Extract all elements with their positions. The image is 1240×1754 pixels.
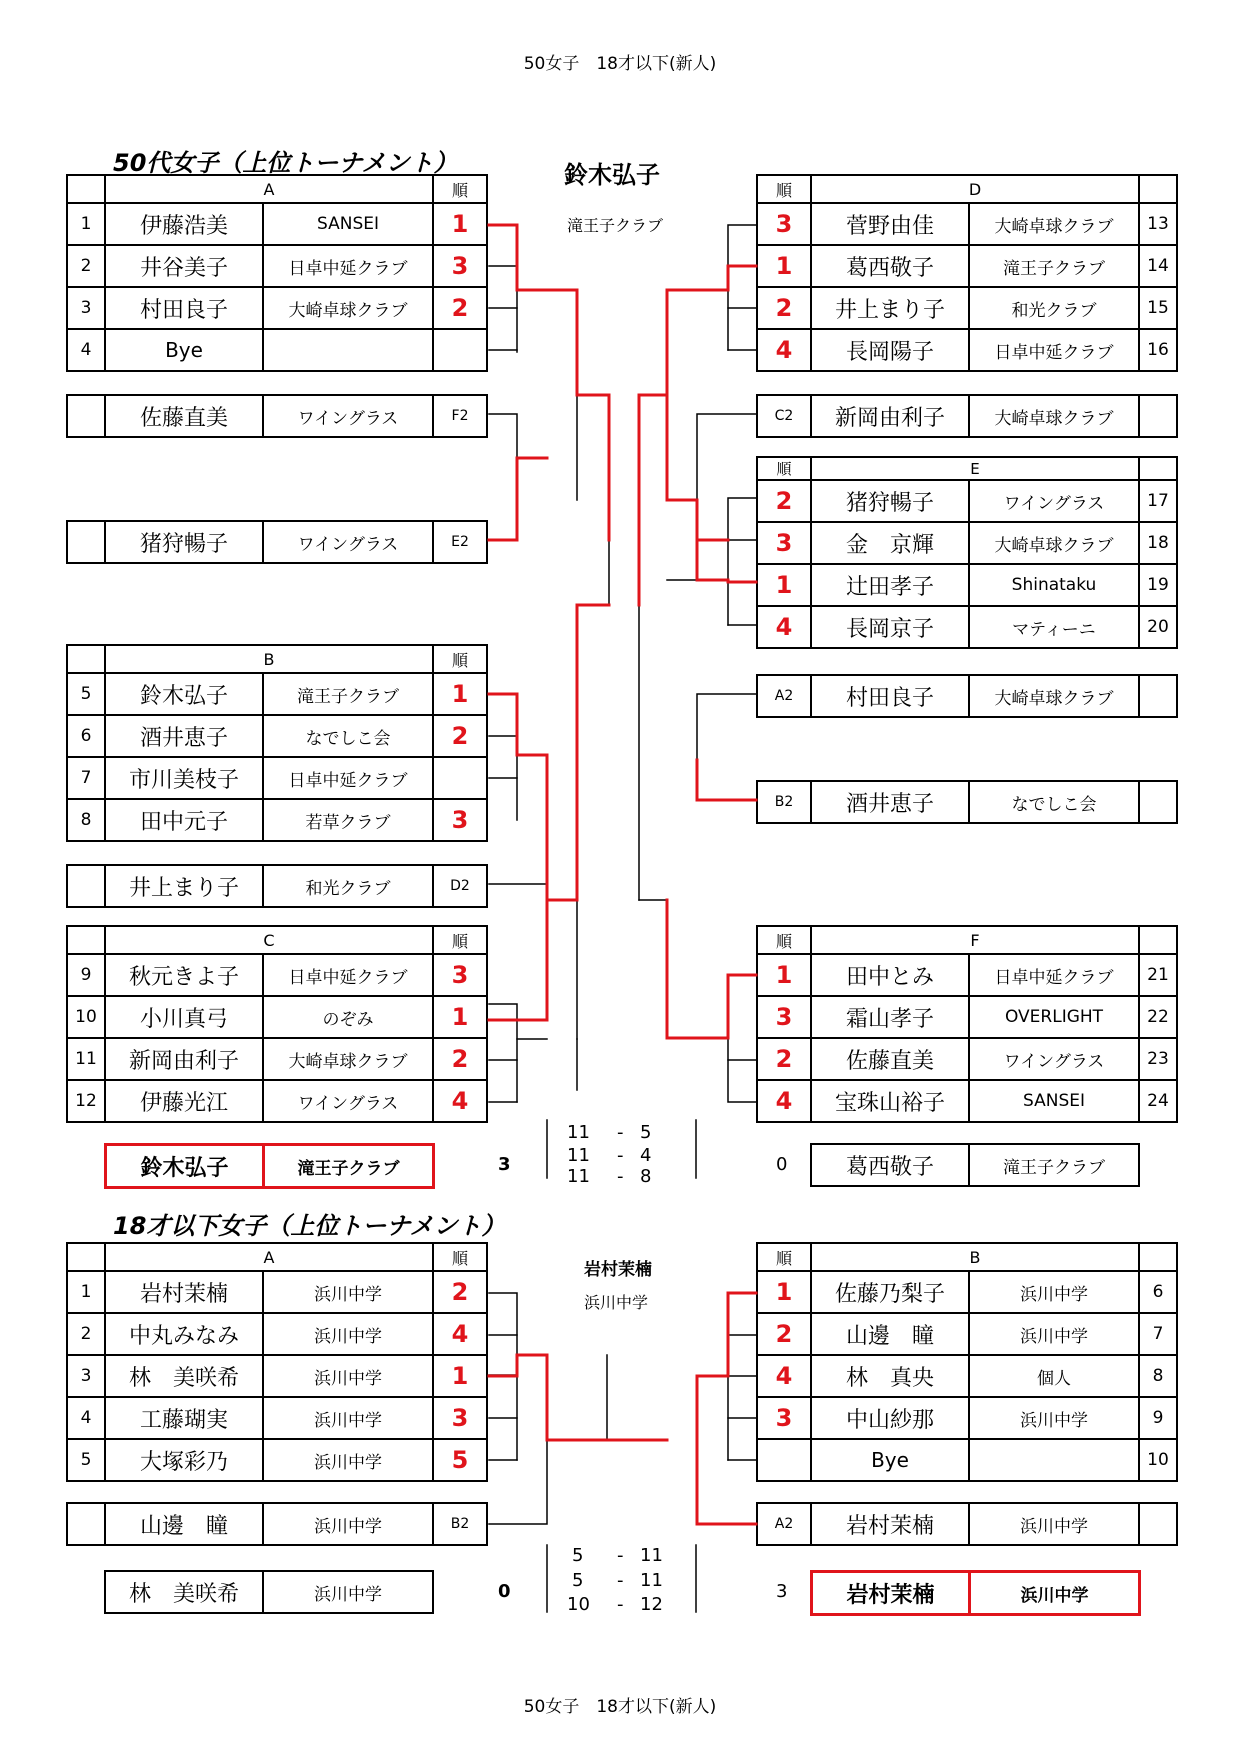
bracket-lines-red-right (639, 266, 756, 1038)
club-name: SANSEI (969, 1080, 1139, 1122)
player-name: 工藤瑚実 (105, 1397, 263, 1439)
t18-final-score-right: 3 (776, 1581, 788, 1602)
club-name: なでしこ会 (969, 781, 1139, 823)
t50-champion-name: 鈴木弘子 (564, 161, 660, 189)
entry-number: 11 (67, 1038, 105, 1080)
club-name: 大崎卓球クラブ (969, 203, 1139, 245)
rank-header: 順 (433, 645, 487, 673)
game-score-sep: - (617, 1145, 624, 1166)
player-name: 山邊 瞳 (811, 1313, 969, 1355)
club-name: 和光クラブ (969, 287, 1139, 329)
player-name: 林 美咲希 (105, 1571, 263, 1613)
player-name: 菅野由佳 (811, 203, 969, 245)
club-name: 浜川中学 (969, 1397, 1139, 1439)
entry-number: 14 (1139, 245, 1177, 287)
group-label: F (811, 926, 1139, 954)
t18-bracket-lines-black-left (489, 1293, 547, 1524)
entry-number: 22 (1139, 996, 1177, 1038)
entry-number: 20 (1139, 606, 1177, 648)
entry-number: 4 (67, 329, 105, 371)
club-name: なでしこ会 (263, 715, 433, 757)
club-name: ワイングラス (263, 521, 433, 563)
rank-value: 2 (433, 715, 487, 757)
club-name: 日卓中延クラブ (263, 954, 433, 996)
player-name: 鈴木弘子 (105, 673, 263, 715)
player-name: 伊藤浩美 (105, 203, 263, 245)
seed-label: B2 (757, 781, 811, 823)
game-score-a: 11 (567, 1166, 590, 1187)
player-name: 岩村茉楠 (105, 1271, 263, 1313)
game-score-b: 11 (640, 1570, 663, 1591)
player-name: 猪狩暢子 (811, 480, 969, 522)
entry-number: 10 (67, 996, 105, 1038)
rank-value: 3 (433, 799, 487, 841)
club-name: 浜川中学 (970, 1572, 1140, 1615)
entry-number: 1 (67, 203, 105, 245)
bracket-lines-black-right (639, 225, 756, 1102)
score-separators (547, 1120, 696, 1612)
entry-number: 15 (1139, 287, 1177, 329)
club-name: 浜川中学 (969, 1503, 1139, 1545)
seed-label: B2 (433, 1503, 487, 1545)
group-label: D (811, 175, 1139, 203)
player-name: 宝珠山裕子 (811, 1080, 969, 1122)
seed-label: F2 (433, 395, 487, 437)
club-name: 滝王子クラブ (969, 245, 1139, 287)
entry-number: 7 (67, 757, 105, 799)
player-name: 新岡由利子 (811, 395, 969, 437)
player-name: 岩村茉楠 (812, 1572, 970, 1615)
club-name: 滝王子クラブ (969, 1144, 1139, 1186)
player-name: 山邊 瞳 (105, 1503, 263, 1545)
rank-value: 2 (433, 1038, 487, 1080)
club-name: 大崎卓球クラブ (263, 287, 433, 329)
game-score-a: 10 (567, 1594, 590, 1615)
player-name: 大塚彩乃 (105, 1439, 263, 1481)
game-score-sep: - (617, 1545, 624, 1566)
game-score-b: 4 (640, 1145, 652, 1166)
club-name: 大崎卓球クラブ (263, 1038, 433, 1080)
player-name: 林 真央 (811, 1355, 969, 1397)
player-name: 酒井恵子 (105, 715, 263, 757)
game-score-b: 8 (640, 1166, 652, 1187)
club-name: 日卓中延クラブ (263, 245, 433, 287)
rank-value: 4 (757, 1355, 811, 1397)
entry-number: 9 (1139, 1397, 1177, 1439)
entry-number: 16 (1139, 329, 1177, 371)
player-name: 長岡京子 (811, 606, 969, 648)
player-name: 金 京輝 (811, 522, 969, 564)
rank-value: 3 (757, 522, 811, 564)
rank-value: 2 (433, 287, 487, 329)
club-name: 大崎卓球クラブ (969, 675, 1139, 717)
t50-final-score-left: 3 (498, 1154, 511, 1175)
rank-value: 1 (433, 203, 487, 245)
rank-value: 2 (757, 287, 811, 329)
rank-value: 3 (757, 1397, 811, 1439)
club-name: ワイングラス (263, 1080, 433, 1122)
club-name: Shinataku (969, 564, 1139, 606)
entry-number: 6 (1139, 1271, 1177, 1313)
seed-label: D2 (433, 865, 487, 907)
player-name: 酒井恵子 (811, 781, 969, 823)
player-name: 辻田孝子 (811, 564, 969, 606)
player-name: 田中とみ (811, 954, 969, 996)
game-score-b: 11 (640, 1545, 663, 1566)
player-name: 岩村茉楠 (811, 1503, 969, 1545)
entry-number: 21 (1139, 954, 1177, 996)
player-name: 葛西敬子 (811, 1144, 969, 1186)
t18-bracket-lines-red-right (607, 1293, 756, 1524)
bracket-lines-red-left (489, 225, 609, 1020)
rank-value: 3 (433, 954, 487, 996)
rank-header: 順 (433, 1243, 487, 1271)
club-name: 日卓中延クラブ (969, 954, 1139, 996)
club-name: 浜川中学 (263, 1571, 433, 1613)
player-name: 村田良子 (105, 287, 263, 329)
entry-number: 6 (67, 715, 105, 757)
t18-bracket-lines-red-left (489, 1355, 607, 1440)
player-name: 新岡由利子 (105, 1038, 263, 1080)
rank-value: 3 (757, 996, 811, 1038)
club-name: 個人 (969, 1355, 1139, 1397)
group-label: E (811, 457, 1139, 480)
club-name: 浜川中学 (263, 1397, 433, 1439)
club-name: 日卓中延クラブ (969, 329, 1139, 371)
rank-value: 2 (757, 1313, 811, 1355)
seed-label: A2 (757, 1503, 811, 1545)
rank-value: 1 (433, 1355, 487, 1397)
rank-header: 順 (757, 1243, 811, 1271)
entry-number: 5 (67, 1439, 105, 1481)
entry-number: 9 (67, 954, 105, 996)
club-name: 浜川中学 (263, 1503, 433, 1545)
player-name: 長岡陽子 (811, 329, 969, 371)
rank-header: 順 (757, 926, 811, 954)
club-name: ワイングラス (969, 1038, 1139, 1080)
player-name: 葛西敬子 (811, 245, 969, 287)
player-name: 中丸みなみ (105, 1313, 263, 1355)
player-name: 井上まり子 (811, 287, 969, 329)
group-label: B (105, 645, 433, 673)
player-name: 秋元きよ子 (105, 954, 263, 996)
club-name: 大崎卓球クラブ (969, 522, 1139, 564)
game-score-sep: - (617, 1570, 624, 1591)
player-name: Bye (105, 329, 263, 371)
club-name: 滝王子クラブ (263, 673, 433, 715)
group-label: C (105, 926, 433, 954)
club-name: 和光クラブ (263, 865, 433, 907)
rank-value: 5 (433, 1439, 487, 1481)
player-name: 林 美咲希 (105, 1355, 263, 1397)
club-name: 大崎卓球クラブ (969, 395, 1139, 437)
entry-number: 24 (1139, 1080, 1177, 1122)
entry-number: 18 (1139, 522, 1177, 564)
seed-label: C2 (757, 395, 811, 437)
rank-value: 4 (433, 1080, 487, 1122)
player-name: 佐藤直美 (105, 395, 263, 437)
club-name: OVERLIGHT (969, 996, 1139, 1038)
game-score-sep: - (617, 1166, 624, 1187)
club-name: 浜川中学 (263, 1439, 433, 1481)
t50-final-score-right: 0 (776, 1154, 788, 1175)
entry-number: 8 (67, 799, 105, 841)
club-name: 浜川中学 (969, 1313, 1139, 1355)
entry-number: 10 (1139, 1439, 1177, 1481)
club-name: 若草クラブ (263, 799, 433, 841)
club-name: 日卓中延クラブ (263, 757, 433, 799)
rank-value: 1 (757, 564, 811, 606)
entry-number: 2 (67, 1313, 105, 1355)
rank-value: 3 (433, 245, 487, 287)
club-name: ワイングラス (263, 395, 433, 437)
entry-number: 19 (1139, 564, 1177, 606)
game-score-a: 11 (567, 1145, 590, 1166)
entry-number: 7 (1139, 1313, 1177, 1355)
entry-number: 4 (67, 1397, 105, 1439)
entry-number: 8 (1139, 1355, 1177, 1397)
player-name: Bye (811, 1439, 969, 1481)
page-footer: 50女子 18才以下(新人) (523, 1697, 717, 1717)
entry-number: 13 (1139, 203, 1177, 245)
entry-number: 23 (1139, 1038, 1177, 1080)
player-name: 市川美枝子 (105, 757, 263, 799)
player-name: 鈴木弘子 (106, 1145, 264, 1188)
club-name: のぞみ (263, 996, 433, 1038)
player-name: 井谷美子 (105, 245, 263, 287)
player-name: 佐藤乃梨子 (811, 1271, 969, 1313)
club-name: マティーニ (969, 606, 1139, 648)
rank-value: 2 (757, 1038, 811, 1080)
rank-value: 1 (757, 954, 811, 996)
entry-number: 17 (1139, 480, 1177, 522)
game-score-b: 12 (640, 1594, 663, 1615)
seed-label: A2 (757, 675, 811, 717)
club-name: 浜川中学 (969, 1271, 1139, 1313)
player-name: 村田良子 (811, 675, 969, 717)
t18-champion-club: 浜川中学 (584, 1293, 649, 1312)
entry-number: 5 (67, 673, 105, 715)
club-name: 滝王子クラブ (264, 1145, 434, 1188)
group-label: A (105, 175, 433, 203)
game-score-a: 5 (572, 1570, 584, 1591)
rank-value: 1 (433, 996, 487, 1038)
game-score-sep: - (617, 1122, 624, 1143)
bracket-lines-black-left (489, 266, 609, 1102)
rank-header: 順 (433, 926, 487, 954)
club-name: 浜川中学 (263, 1271, 433, 1313)
rank-header: 順 (757, 175, 811, 203)
player-name: 霜山孝子 (811, 996, 969, 1038)
seed-label: E2 (433, 521, 487, 563)
player-name: 小川真弓 (105, 996, 263, 1038)
club-name: SANSEI (263, 203, 433, 245)
game-score-a: 11 (567, 1122, 590, 1143)
rank-value: 1 (757, 245, 811, 287)
club-name: 浜川中学 (263, 1313, 433, 1355)
rank-value: 4 (757, 606, 811, 648)
game-score-sep: - (617, 1594, 624, 1615)
entry-number: 3 (67, 1355, 105, 1397)
rank-value: 3 (757, 203, 811, 245)
rank-value: 1 (433, 673, 487, 715)
game-score-a: 5 (572, 1545, 584, 1566)
player-name: 猪狩暢子 (105, 521, 263, 563)
rank-value: 4 (757, 1080, 811, 1122)
entry-number: 2 (67, 245, 105, 287)
game-score-b: 5 (640, 1122, 652, 1143)
t50-champion-club: 滝王子クラブ (567, 216, 664, 235)
rank-header: 順 (433, 175, 487, 203)
t50-title: 50代女子（上位トーナメント） (113, 149, 458, 177)
rank-value: 4 (757, 329, 811, 371)
player-name: 中山紗那 (811, 1397, 969, 1439)
club-name: 浜川中学 (263, 1355, 433, 1397)
player-name: 伊藤光江 (105, 1080, 263, 1122)
rank-value: 3 (433, 1397, 487, 1439)
rank-header: 順 (757, 457, 811, 480)
rank-value: 2 (433, 1271, 487, 1313)
entry-number: 3 (67, 287, 105, 329)
t18-title: 18才以下女子（上位トーナメント） (113, 1212, 506, 1240)
player-name: 井上まり子 (105, 865, 263, 907)
t18-final-score-left: 0 (498, 1581, 511, 1602)
group-label: B (811, 1243, 1139, 1271)
group-label: A (105, 1243, 433, 1271)
player-name: 田中元子 (105, 799, 263, 841)
t18-champion-name: 岩村茉楠 (584, 1260, 652, 1280)
player-name: 佐藤直美 (811, 1038, 969, 1080)
entry-number: 1 (67, 1271, 105, 1313)
club-name: ワイングラス (969, 480, 1139, 522)
rank-value: 2 (757, 480, 811, 522)
rank-value: 1 (757, 1271, 811, 1313)
rank-value: 4 (433, 1313, 487, 1355)
entry-number: 12 (67, 1080, 105, 1122)
page-header: 50女子 18才以下(新人) (523, 54, 717, 74)
